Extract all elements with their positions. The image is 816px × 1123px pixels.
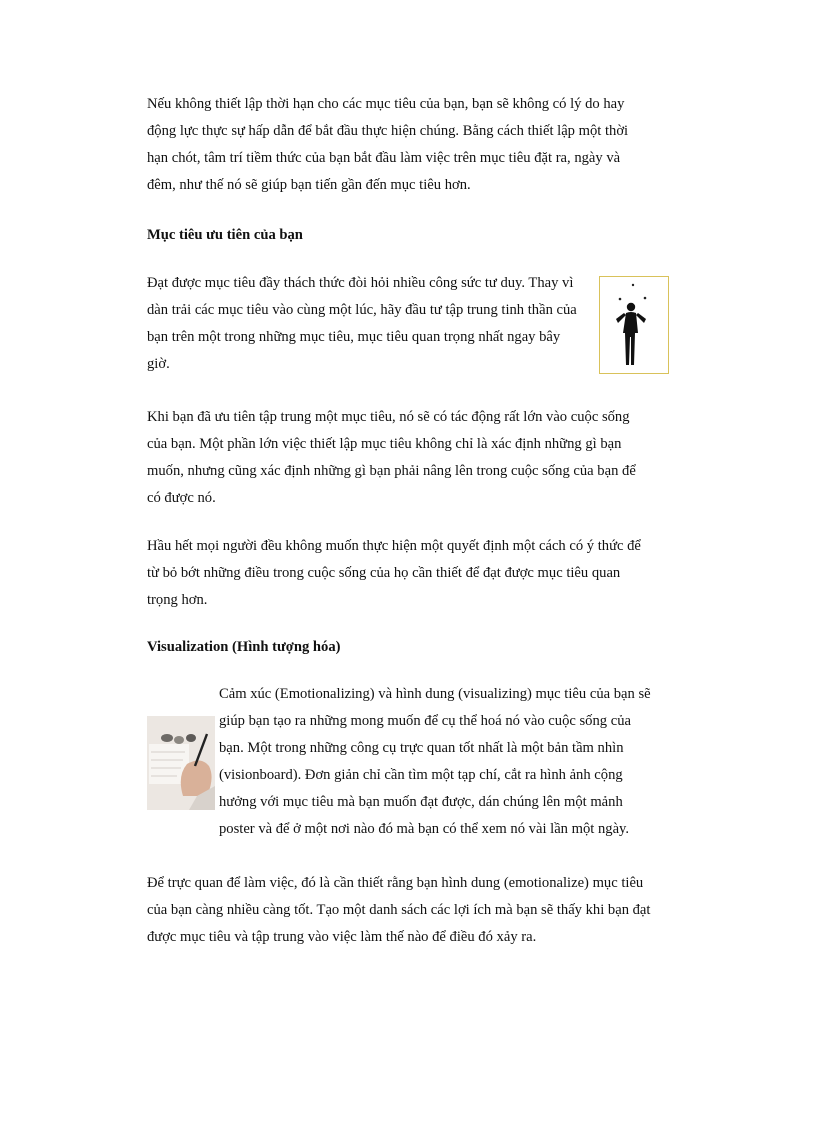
text-line: Nếu không thiết lập thời hạn cho các mục tiêu của bạn, bạn sẽ không có lý do hay (147, 96, 625, 112)
text-line: Hầu hết mọi người đều không muốn thực hiện một quyết định một cách có ý thức để (147, 538, 641, 554)
text-line: bạn. Một trong những công cụ trực quan tốt nhất là một bản tầm nhìn (219, 740, 624, 756)
hand-writing-image (147, 716, 215, 810)
text-line: hưởng với mục tiêu mà bạn muốn đạt được, dán chúng lên một mảnh (219, 794, 623, 810)
text-line: động lực thực sự hấp dẫn để bắt đầu thực hiện chúng. Bằng cách thiết lập một thời (147, 123, 629, 139)
text-line: dàn trải các mục tiêu vào cùng một lúc, hãy đầu tư tập trung tinh thần của (147, 302, 577, 318)
text-line: của bạn càng nhiều càng tốt. Tạo một danh sách các lợi ích mà bạn sẽ thấy khi bạn đạt (147, 902, 651, 918)
hand-writing-icon (147, 716, 215, 810)
text-line: muốn, nhưng cũng xác định những gì bạn phải nâng lên trong cuộc sống của bạn để (147, 463, 636, 479)
text-line: được mục tiêu và tập trung vào việc làm thế nào để điều đó xảy ra. (147, 929, 537, 945)
section-heading-priority: Mục tiêu ưu tiên của bạn (147, 227, 303, 243)
text-line: của bạn. Một phần lớn việc thiết lập mục tiêu không chỉ là xác định những gì bạn (147, 436, 622, 452)
paragraph-emotionalize (147, 870, 667, 951)
text-line: bạn trên một trong những mục tiêu, mục tiêu quan trọng nhất ngay bây (147, 329, 561, 345)
paragraph-visionboard (219, 681, 669, 843)
text-line: poster và để ở một nơi nào đó mà bạn có thể xem nó vài lần một ngày. (219, 821, 630, 837)
text-line: giờ. (147, 356, 170, 372)
text-line: Cảm xúc (Emotionalizing) và hình dung (visualizing) mục tiêu của bạn sẽ (219, 686, 651, 702)
text-line: trọng hơn. (147, 592, 208, 608)
text-line: Để trực quan để làm việc, đó là cần thiết rằng bạn hình dung (emotionalize) mục tiêu (147, 875, 644, 891)
text-line: hạn chót, tâm trí tiềm thức của bạn bắt đầu làm việc trên mục tiêu đặt ra, ngày và (147, 150, 621, 166)
text-line: đêm, như thế nó sẽ giúp bạn tiến gần đến mục tiêu hơn. (147, 177, 471, 193)
text-line: từ bỏ bớt những điều trong cuộc sống của họ cần thiết để đạt được mục tiêu quan (147, 565, 621, 581)
text-line: (visionboard). Đơn giản chỉ cần tìm một tạp chí, cắt ra hình ảnh cộng (219, 767, 623, 783)
paragraph-impact (147, 404, 667, 512)
text-line: Khi bạn đã ưu tiên tập trung một mục tiêu, nó sẽ có tác động rất lớn vào cuộc sống (147, 409, 630, 425)
text-line: Đạt được mục tiêu đầy thách thức đòi hỏi nhiều công sức tư duy. Thay vì (147, 275, 574, 291)
juggler-silhouette-image (599, 276, 669, 374)
text-line: có được nó. (147, 490, 216, 506)
section-heading-visualization: Visualization (Hình tượng hóa) (147, 639, 341, 655)
paragraph-deadline (147, 91, 667, 199)
paragraph-decision (147, 533, 667, 614)
juggler-silhouette-icon (600, 277, 668, 373)
text-line: giúp bạn tạo ra những mong muốn để cụ thể hoá nó vào cuộc sống của (219, 713, 631, 729)
paragraph-focus (147, 270, 597, 378)
